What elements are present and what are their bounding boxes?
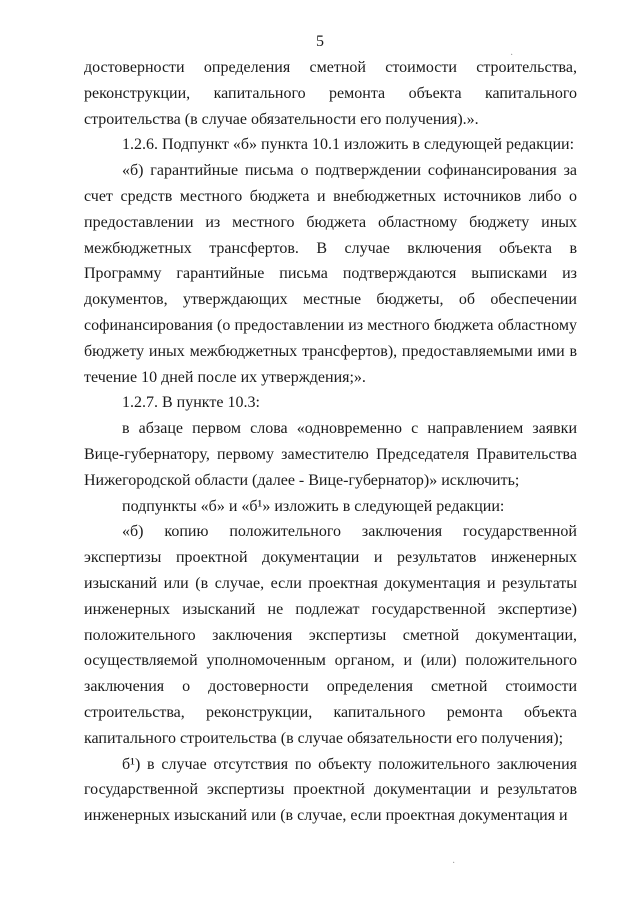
paragraph: достоверности определения сметной стоимости строительства, реконструкции, капитального ремонта объекта капитального строительства (в случае обязательности его получения).».: [84, 59, 577, 128]
paragraph: «б) гарантийные письма о подтверждении софинансирования за счет средств местного бюджета и внебюджетных источников либо о предоставлении из местного бюджета областному бюджету иных межбюджетных трансфертов. В случае включения объекта в Программу гарантийные письма подтверждаются выписками из документов, утверждающих местные бюджеты, об обеспечении софинансирования (о предоставлении из местного бюджета областному бюджету иных межбюджетных трансфертов), предоставляемыми ими в течение 10 дней после их утверждения;».: [84, 162, 577, 386]
paragraph-item-1-2-6: 1.2.6. Подпункт «б» пункта 10.1 изложить в следующей редакции:: [122, 136, 575, 154]
scan-speck: ·: [452, 858, 456, 869]
paragraph: подпункты «б» и «б¹» изложить в следующей редакции:: [122, 497, 505, 515]
paragraph: в абзаце первом слова «одновременно с направлением заявки Вице-губернатору, первому заместителю Председателя Правительства Нижегородской области (далее - Вице-губернатор)» исключить;: [84, 420, 577, 489]
document-body: [84, 55, 577, 829]
paragraph-item-1-2-7: 1.2.7. В пункте 10.3:: [122, 394, 260, 412]
scan-speck: ·: [510, 50, 514, 61]
paragraph: «б) копию положительного заключения государственной экспертизы проектной документации и результатов инженерных изысканий или (в случае, если проектная документация и результаты инженерных изысканий не подлежат государственной экспертизе) положительного заключения экспертизы сметной документации, осуществляемой уполномоченным органом, и (или) положительного заключения о достоверности определения сметной стоимости строительства, реконструкции, капитального ремонта объекта капитального строительства (в случае обязательности его получения);: [84, 523, 577, 747]
page-number: 5: [316, 33, 324, 50]
paragraph: б¹) в случае отсутствия по объекту положительного заключения государственной экспертизы проектной документации и результатов инженерных изысканий или (в случае, если проектная документация и: [84, 755, 577, 825]
